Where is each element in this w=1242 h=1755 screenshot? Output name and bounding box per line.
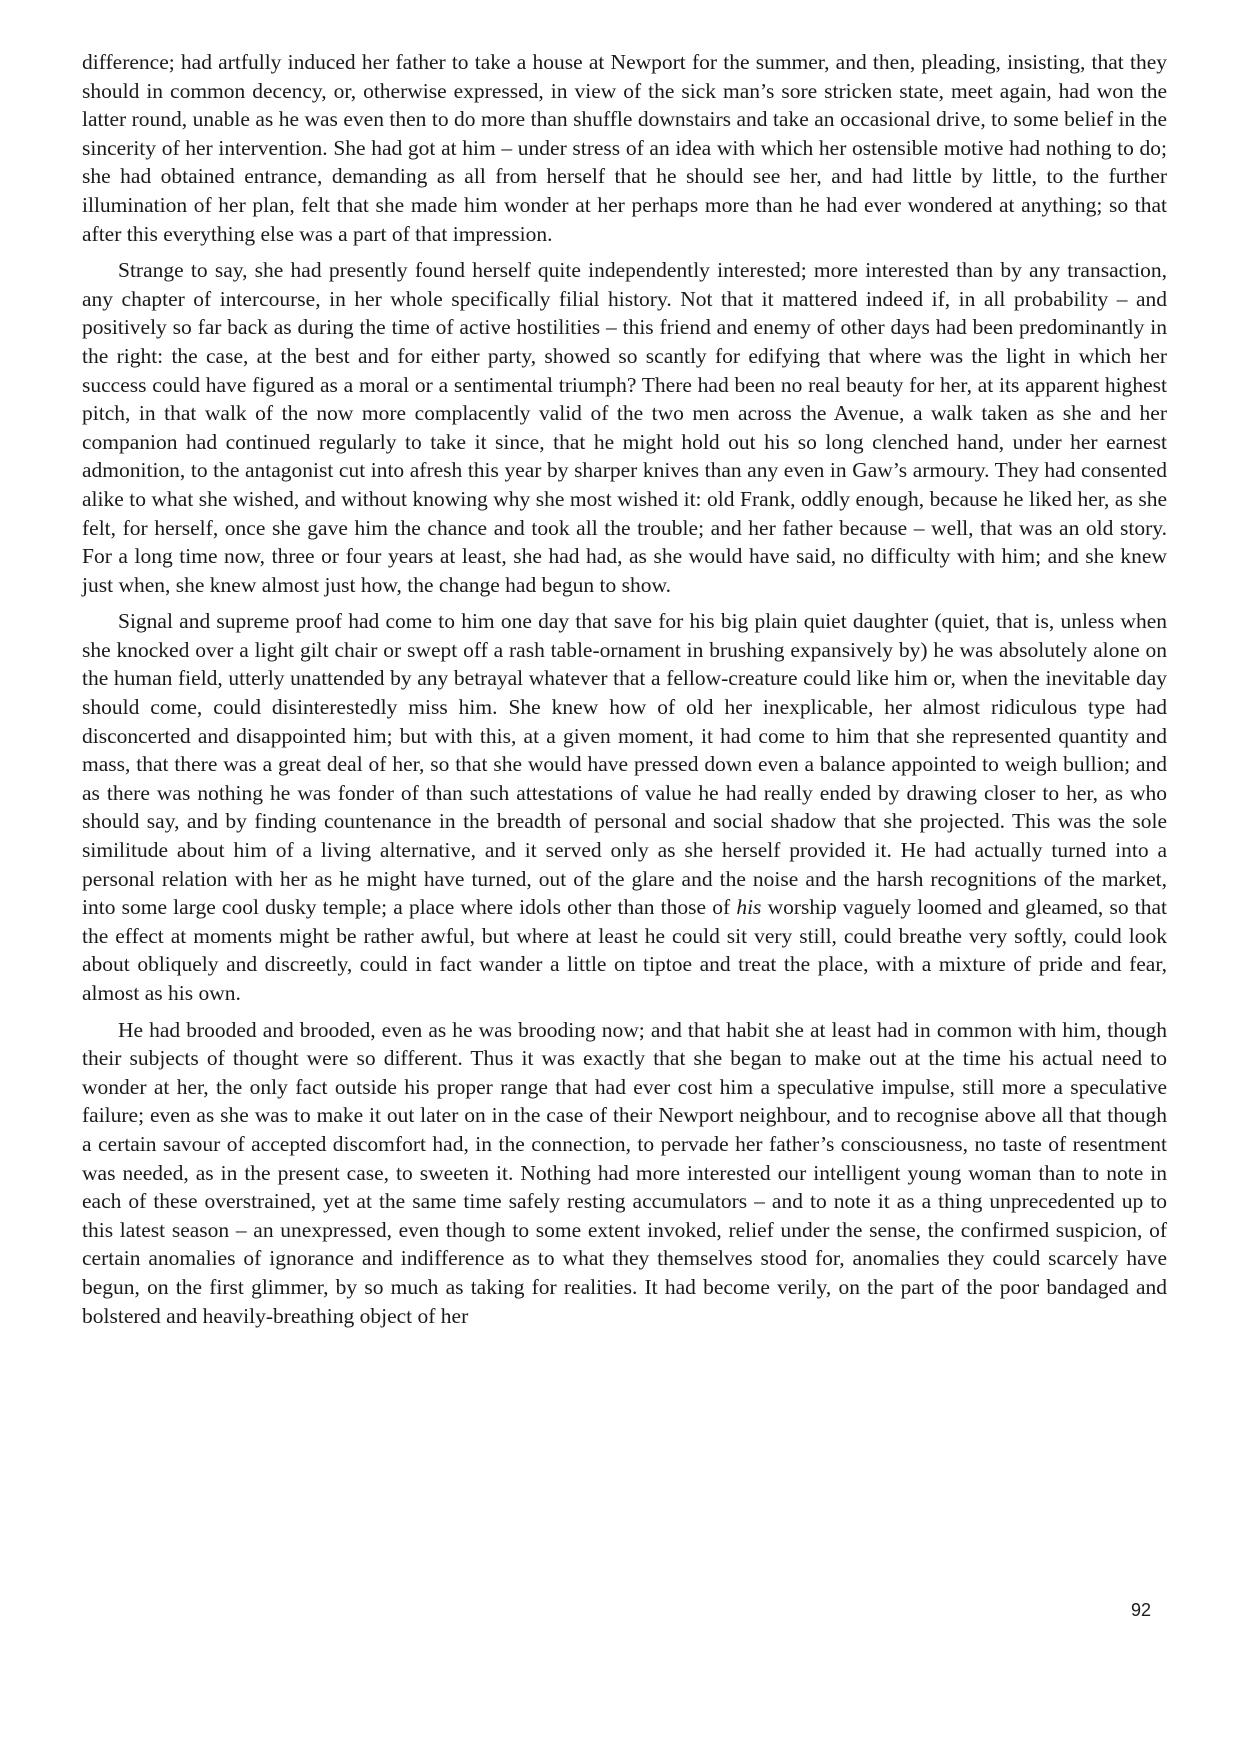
paragraph-text: Signal and supreme proof had come to him one day that save for his big plain quiet daughter (quiet, that is, unless when she knocked over a light gilt chair or swept off a rash table-ornament in brushing expansively by) he was absolutely alone on the human field, utterly unattended by any betrayal whatever that a fellow-creature could like him or, when the inevitable day should come, could disinterestedly miss him. She knew how of old her inexplicable, her almost ridiculous type had disconcerted and disappointed him; but with this, at a given moment, it had come to him that she represented quantity and mass, that there was a great deal of her, so that she would have pressed down even a balance appointed to weigh bullion; and as there was nothing he was fonder of than such attestations of value he had really ended by drawing closer to her, as who should say, and by finding countenance in the breadth of personal and social shadow that she projected. This was the sole similitude about him of a living alternative, and it served only as she herself provided it. He had actually turned into a personal relation with her as he might have turned, out of the glare and the noise and the harsh recognitions of the market, into some large cool dusky temple; a place where idols other than those of [82,609,1167,920]
paragraph-text: He had brooded and brooded, even as he was brooding now; and that habit she at least had in common with him, though their subjects of thought were so different. Thus it was exactly that she began to make out at the time his actual need to wonder at her, the only fact outside his proper range that had ever cost him a speculative impulse, still more a speculative failure; even as she was to make it out later on in the case of their Newport neighbour, and to recognise above all that though a certain savour of accepted discomfort had, in the connection, to pervade her father’s consciousness, no taste of resentment was needed, as in the present case, to sweeten it. Nothing had more interested our intelligent young woman than to note in each of these overstrained, yet at the same time safely resting accumulators – and to note it as a thing unprecedented up to this latest season – an unexpressed, even though to some extent invoked, relief under the sense, the confirmed suspicion, of certain anomalies of ignorance and indifference as to what they themselves stood for, anomalies they could scarcely have begun, on the first glimmer, by so much as taking for realities. It had become verily, on the part of the poor bandaged and bolstered and heavily-breathing object of her [82,1017,1167,1328]
paragraph-3 [82,607,1167,1007]
page-number: 92 [1131,1600,1152,1620]
paragraph-1 [82,48,1167,248]
body-text [82,48,1167,1338]
paragraph-4 [82,1016,1167,1331]
italic-emphasis: his [736,895,762,920]
paragraph-text: difference; had artfully induced her father to take a house at Newport for the summer, and then, pleading, insisting, that they should in common decency, or, otherwise expressed, in view of the sick man’s sore stricken state, meet again, had won the latter round, unable as he was even then to do more than shuffle downstairs and take an occasional drive, to some belief in the sincerity of her intervention. She had got at him – under stress of an idea with which her ostensible motive had nothing to do; she had obtained entrance, demanding as all from herself that he should see her, and had little by little, to the further illumination of her plan, felt that she made him wonder at her perhaps more than he had ever wondered at anything; so that after this everything else was a part of that impression. [82,50,1167,246]
paragraph-2 [82,256,1167,599]
paragraph-text: worship vaguely loomed and gleamed, so that the effect at moments might be rather awful, but where at least he could sit very still, could breathe very softly, could look about obliquely and discreetly, could in fact wander a little on tiptoe and treat the place, with a mixture of pride and fear, almost as his own. [82,895,1167,1005]
paragraph-text: Strange to say, she had presently found herself quite independently interested; more interested than by any transaction, any chapter of intercourse, in her whole specifically filial history. Not that it mattered indeed if, in all probability – and positively so far back as during the time of active hostilities – this friend and enemy of other days had been predominantly in the right: the case, at the best and for either party, showed so scantly for edifying that where was the light in which her success could have figured as a moral or a sentimental triumph? There had been no real beauty for her, at its apparent highest pitch, in that walk of the now more complacently valid of the two men across the Avenue, a walk taken as she and her companion had continued regularly to take it since, that he might hold out his so long clenched hand, under her earnest admonition, to the antagonist cut into afresh this year by sharper knives than any even in Gaw’s armoury. They had consented alike to what she wished, and without knowing why she most wished it: old Frank, oddly enough, because he liked her, as she felt, for herself, once she gave him the chance and took all the trouble; and her father because – well, that was an old story. For a long time now, three or four years at least, she had had, as she would have said, no difficulty with him; and she knew just when, she knew almost just how, the change had begun to show. [82,258,1167,597]
